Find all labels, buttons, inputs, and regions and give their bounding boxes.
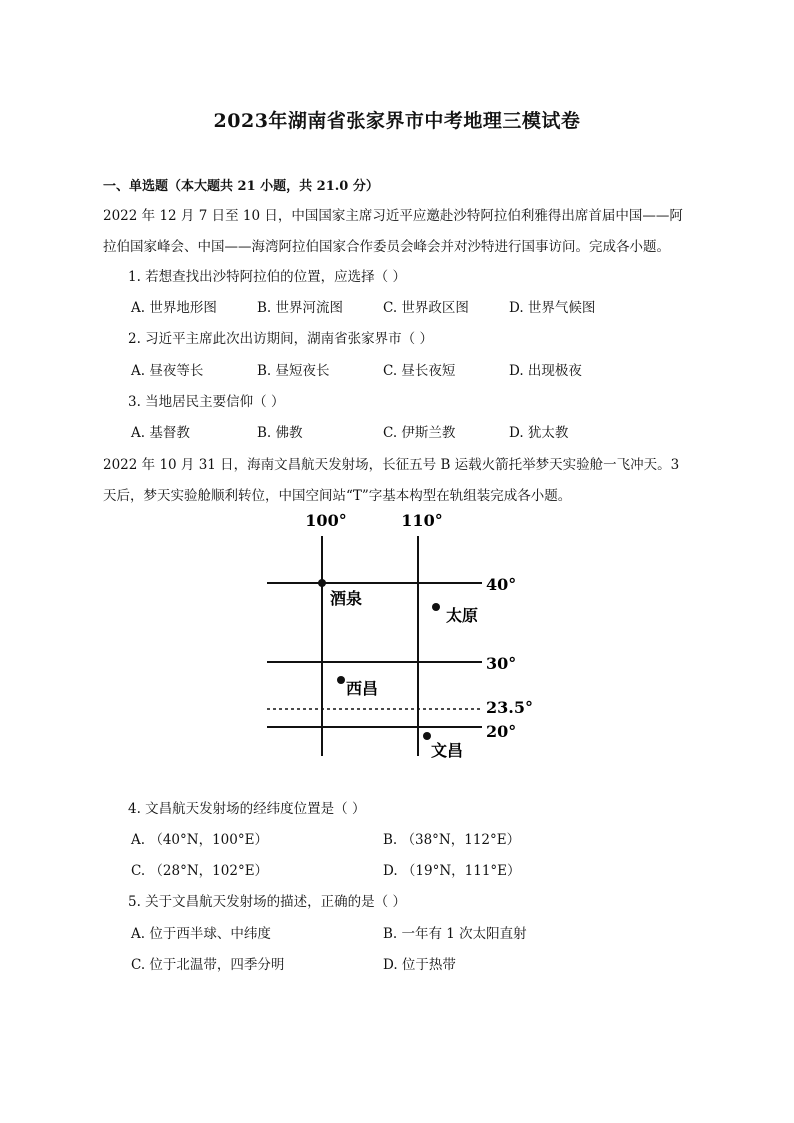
- q1-option-a[interactable]: A. 世界地形图: [131, 300, 217, 316]
- latitude-label-20: 20°: [486, 722, 517, 741]
- latitude-label-40: 40°: [486, 575, 517, 594]
- wenchang-point: [423, 732, 431, 740]
- place-label-wenchang: 文昌: [431, 741, 464, 760]
- q5-option-c[interactable]: C. 位于北温带，四季分明: [131, 957, 285, 973]
- q2-option-b[interactable]: B. 昼短夜长: [257, 363, 330, 379]
- lat-long-map: [260, 508, 540, 764]
- question-5: 5. 关于文昌航天发射场的描述，正确的是（ ）: [128, 894, 406, 910]
- question-1: 1. 若想查找出沙特阿拉伯的位置，应选择（ ）: [128, 269, 406, 285]
- longitude-label-100: 100°: [305, 511, 347, 530]
- q4-option-d[interactable]: D. （19°N，111°E）: [383, 863, 521, 879]
- taiyuan-point: [432, 603, 440, 611]
- place-label-jiuquan: 酒泉: [330, 589, 363, 608]
- intro-paragraph-1: 2022 年 12 月 7 日至 10 日，中国国家主席习近平应邀赴沙特阿拉伯利雅得出席首届中国——阿拉伯国家峰会、中国——海湾阿拉伯国家合作委员会峰会并对沙特进行国事访问。完成各小题。: [103, 208, 683, 255]
- q1-option-c[interactable]: C. 世界政区图: [383, 300, 469, 316]
- q5-option-d[interactable]: D. 位于热带: [383, 957, 456, 973]
- place-label-xichang: 西昌: [346, 679, 379, 698]
- intro-paragraph-2: 2022 年 10 月 31 日，海南文昌航天发射场，长征五号 B 运载火箭托举梦天实验舱一飞冲天。3 天后，梦天实验舱顺利转位，中国空间站“T”字基本构型在轨组装完成各小题。: [103, 457, 680, 504]
- q3-option-b[interactable]: B. 佛教: [257, 425, 303, 441]
- latitude-label-23-5: 23.5°: [486, 698, 533, 717]
- q4-option-b[interactable]: B. （38°N，112°E）: [383, 832, 521, 848]
- q3-option-a[interactable]: A. 基督教: [131, 425, 190, 441]
- q2-option-a[interactable]: A. 昼夜等长: [131, 363, 204, 379]
- jiuquan-point: [318, 579, 326, 587]
- xichang-point: [337, 676, 345, 684]
- place-label-taiyuan: 太原: [446, 606, 479, 625]
- q2-option-d[interactable]: D. 出现极夜: [509, 363, 582, 379]
- q3-option-d[interactable]: D. 犹太教: [509, 425, 569, 441]
- q3-option-c[interactable]: C. 伊斯兰教: [383, 425, 456, 441]
- q5-option-a[interactable]: A. 位于西半球、中纬度: [131, 926, 271, 942]
- question-4: 4. 文昌航天发射场的经纬度位置是（ ）: [128, 801, 366, 817]
- latitude-label-30: 30°: [486, 654, 517, 673]
- q1-option-b[interactable]: B. 世界河流图: [257, 300, 344, 316]
- section-heading: 一、单选题（本大题共 21 小题，共 21.0 分）: [103, 179, 379, 194]
- q4-option-a[interactable]: A. （40°N，100°E）: [131, 832, 268, 848]
- question-2: 2. 习近平主席此次出访期间，湖南省张家界市（ ）: [128, 331, 433, 347]
- q4-option-c[interactable]: C. （28°N，102°E）: [131, 863, 269, 879]
- q1-option-d[interactable]: D. 世界气候图: [509, 300, 596, 316]
- longitude-label-110: 110°: [401, 511, 443, 530]
- page-title: 2023年湖南省张家界市中考地理三模试卷: [213, 110, 581, 132]
- question-3: 3. 当地居民主要信仰（ ）: [128, 394, 285, 410]
- q2-option-c[interactable]: C. 昼长夜短: [383, 363, 456, 379]
- q5-option-b[interactable]: B. 一年有 1 次太阳直射: [383, 926, 527, 942]
